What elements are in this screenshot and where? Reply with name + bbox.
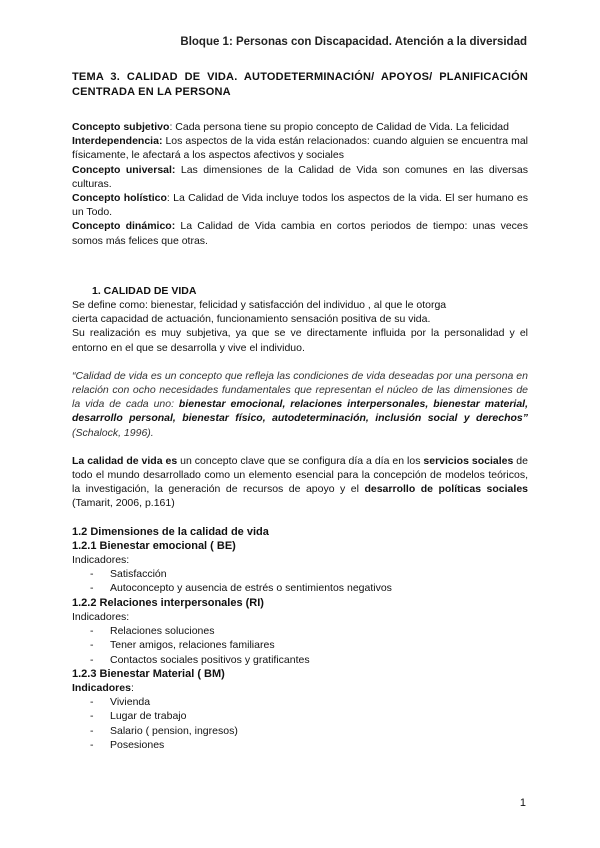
page-body bbox=[72, 70, 528, 752]
list-item: - Lugar de trabajo bbox=[72, 709, 528, 723]
ri-indicator-list bbox=[72, 624, 528, 667]
ri-heading: 1.2.2 Relaciones interpersonales (RI) bbox=[72, 596, 264, 609]
be-indicator-list bbox=[72, 567, 528, 595]
definition-line: cierta capacidad de actuación, funcionamiento sensación positiva de su vida. bbox=[72, 313, 431, 326]
concept-item: Concepto universal: Las dimensiones de la Calidad de Vida son comunes en las diversas culturas. bbox=[72, 163, 528, 190]
definition-paragraph: Su realización es muy subjetiva, ya que se ve directamente influida por la personalidad y el entorno en el que se desarrolla y vive el individuo. bbox=[72, 327, 528, 354]
page-title: TEMA 3. CALIDAD DE VIDA. AUTODETERMINACIÓN/ APOYOS/ PLANIFICACIÓN CENTRADA EN LA PERSONA bbox=[72, 71, 528, 98]
definition-line: Se define como: bienestar, felicidad y satisfacción del individuo , al que le otorga bbox=[72, 299, 447, 312]
schalock-quote: “Calidad de vida es un concepto que refleja las condiciones de vida deseadas por una persona en relación con ocho necesidades fundamentales que representan el núcleo de las dimensiones de la vida de cada uno: bienestar emocional, relaciones interpersonales, bienestar material, desarrollo personal, bienestar físico, autodeterminación, inclusión social y derechos” (Schalock, 1996). bbox=[72, 369, 528, 439]
tamarit-paragraph: La calidad de vida es un concepto clave que se configura día a día en los servicios sociales de todo el mundo desarrollado como un elemento esencial para la concepción de modelos teóricos, la investigación, la generación de recursos de apoyo y el desarrollo de políticas sociales (Tamarit, 2006, p.161) bbox=[72, 454, 528, 510]
indicators-label: Indicadores: bbox=[72, 681, 134, 694]
list-item: - Posesiones bbox=[72, 738, 528, 752]
list-item: - Salario ( pension, ingresos) bbox=[72, 724, 528, 738]
list-item: - Relaciones soluciones bbox=[72, 624, 528, 638]
concept-item: Concepto subjetivo: Cada persona tiene su propio concepto de Calidad de Vida. La felicidad bbox=[72, 121, 509, 133]
running-header: Bloque 1: Personas con Discapacidad. Atención a la diversidad bbox=[180, 36, 527, 48]
list-item: - Tener amigos, relaciones familiares bbox=[72, 638, 528, 652]
bm-heading: 1.2.3 Bienestar Material ( BM) bbox=[72, 667, 225, 680]
list-item: - Vivienda bbox=[72, 695, 528, 709]
indicators-label: Indicadores: bbox=[72, 610, 130, 623]
section-heading-calidad-de-vida: 1. CALIDAD DE VIDA bbox=[92, 284, 197, 297]
concept-item: Interdependencia: Los aspectos de la vida están relacionados: cuando alguien se encuentra mal físicamente, le afectará a los aspectos afectivos y sociales bbox=[72, 135, 528, 162]
page-number: 1 bbox=[519, 797, 526, 809]
bm-indicator-list bbox=[72, 695, 528, 752]
list-item: - Autoconcepto y ausencia de estrés o sentimientos negativos bbox=[72, 581, 528, 595]
concepts-list bbox=[72, 120, 528, 248]
list-item: - Satisfacción bbox=[72, 567, 528, 581]
indicators-label: Indicadores: bbox=[72, 554, 130, 567]
concept-item: Concepto holístico: La Calidad de Vida incluye todos los aspectos de la vida. El ser humano es un Todo. bbox=[72, 192, 528, 219]
list-item: - Contactos sociales positivos y gratificantes bbox=[72, 653, 528, 667]
be-heading: 1.2.1 Bienestar emocional ( BE) bbox=[72, 539, 236, 552]
concept-item: Concepto dinámico: La Calidad de Vida cambia en cortos periodos de tiempo: unas veces somos más felices que otras. bbox=[72, 220, 528, 247]
dimensions-heading: 1.2 Dimensiones de la calidad de vida bbox=[72, 525, 269, 538]
